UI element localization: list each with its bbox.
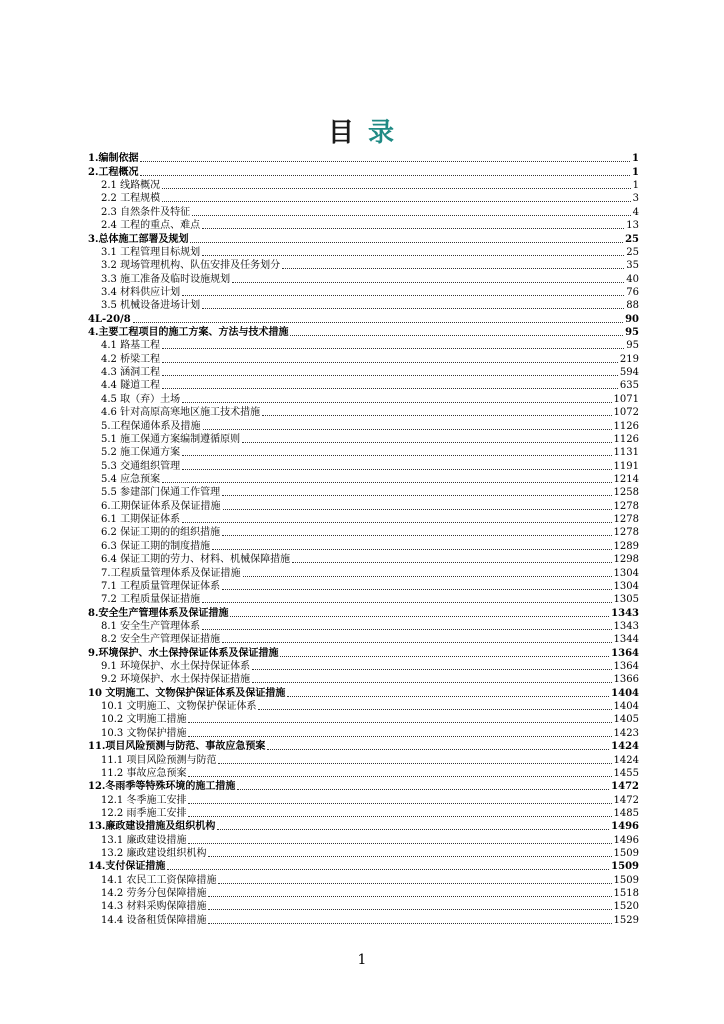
toc-entry-label: 11.项目风险预测与防范、事故应急预案: [88, 741, 266, 753]
toc-entry[interactable]: [88, 539, 639, 552]
toc-title: [0, 112, 724, 149]
toc-entry[interactable]: [88, 392, 639, 405]
toc-entry-page: 219: [619, 353, 639, 365]
dot-leader: [162, 482, 611, 483]
toc-entry-label: 5.4 应急预案: [101, 473, 161, 485]
dot-leader: [243, 576, 612, 577]
toc-entry-label: 13.1 廉政建设措施: [101, 834, 187, 846]
toc-entry[interactable]: [88, 620, 639, 633]
toc-entry-page: 1072: [613, 407, 639, 419]
toc-entry-page: 1071: [613, 393, 639, 405]
toc-entry-page: 1424: [613, 754, 639, 766]
dot-leader: [208, 923, 611, 924]
toc-entry-page: 1509: [611, 861, 639, 873]
toc-entry[interactable]: [88, 847, 639, 860]
toc-entry-page: 1424: [611, 741, 639, 753]
toc-entry[interactable]: [88, 419, 639, 432]
toc-entry-label: 12.冬雨季等特殊环境的施工措施: [88, 781, 236, 793]
toc-entry[interactable]: [88, 192, 639, 205]
toc-entry[interactable]: [88, 593, 639, 606]
toc-entry-page: 25: [626, 246, 639, 258]
toc-entry-page: 35: [626, 260, 639, 272]
dot-leader: [208, 896, 611, 897]
toc-entry-label: 13.廉政建设措施及组织机构: [88, 821, 216, 833]
toc-entry-page: 1126: [613, 433, 639, 445]
dot-leader: [208, 856, 611, 857]
toc-entry-page: 1472: [613, 794, 639, 806]
toc-entry-label: 10 文明施工、文物保护保证体系及保证措施: [88, 687, 286, 699]
dot-leader: [232, 282, 624, 283]
toc-entry-page: 95: [625, 327, 639, 339]
dot-leader: [202, 255, 624, 256]
dot-leader: [218, 763, 611, 764]
toc-entry-page: 88: [626, 300, 639, 312]
toc-entry-label: 4.5 取（弃）土场: [101, 393, 181, 405]
toc-entry-page: 1518: [613, 888, 639, 900]
toc-entry[interactable]: [88, 286, 639, 299]
toc-entry[interactable]: [88, 700, 639, 713]
toc-entry-label: 13.2 廉政建设组织机构: [101, 848, 207, 860]
dot-leader: [280, 656, 609, 657]
toc-entry-label: 3.1 工程管理目标规划: [101, 246, 201, 258]
toc-entry-page: 635: [619, 380, 639, 392]
toc-entry-label: 14.4 设备租赁保障措施: [101, 914, 207, 926]
dot-leader: [222, 589, 611, 590]
toc-entry[interactable]: [88, 726, 639, 739]
toc-entry[interactable]: [88, 606, 639, 619]
dot-leader: [188, 843, 611, 844]
toc-entry-label: 6.工期保证体系及保证措施: [101, 500, 221, 512]
toc-entry[interactable]: [88, 900, 639, 913]
toc-entry-page: 1404: [611, 687, 639, 699]
toc-entry[interactable]: [88, 580, 639, 593]
toc-entry-page: 1: [632, 166, 639, 178]
toc-entry[interactable]: [88, 299, 639, 312]
toc-entry-label: 10.3 文物保护措施: [101, 727, 187, 739]
toc-entry-page: 1404: [613, 701, 639, 713]
dot-leader: [208, 909, 611, 910]
toc-entry[interactable]: [88, 807, 639, 820]
toc-entry-label: 2.3 自然条件及特征: [101, 206, 191, 218]
toc-entry[interactable]: [88, 513, 639, 526]
toc-entry[interactable]: [88, 339, 639, 352]
toc-entry[interactable]: [88, 312, 639, 325]
toc-entry-page: 594: [619, 367, 639, 379]
toc-entry[interactable]: [88, 219, 639, 232]
toc-entry[interactable]: [88, 352, 639, 365]
toc-entry-label: 9.环境保护、水土保持保证体系及保证措施: [88, 647, 279, 659]
toc-entry-page: 1304: [613, 580, 639, 592]
dot-leader: [188, 722, 611, 723]
toc-entry-label: 3.4 材料供应计划: [101, 286, 181, 298]
toc-entry-page: 1364: [613, 661, 639, 673]
toc-entry-page: 1455: [613, 767, 639, 779]
toc-entry-label: 11.2 事故应急预案: [101, 767, 187, 779]
toc-entry-page: 1366: [613, 674, 639, 686]
toc-entry-page: 1278: [613, 527, 639, 539]
toc-entry-page: 1278: [613, 514, 639, 526]
toc-entry-page: 1298: [613, 554, 639, 566]
dot-leader: [203, 429, 612, 430]
dot-leader: [292, 562, 611, 563]
dot-leader: [212, 549, 611, 550]
toc-entry-page: 1: [632, 153, 639, 165]
dot-leader: [167, 869, 609, 870]
toc-entry-label: 7.1 工程质量管理保证体系: [101, 580, 221, 592]
toc-entry-page: 1289: [613, 540, 639, 552]
toc-entry-label: 2.4 工程的重点、难点: [101, 220, 201, 232]
toc-entry-label: 14.1 农民工工资保障措施: [101, 874, 217, 886]
toc-entry-label: 7.2 工程质量保证措施: [101, 594, 201, 606]
toc-entry-label: 2.1 线路概况: [101, 180, 161, 192]
toc-entry[interactable]: [88, 753, 639, 766]
dot-leader: [182, 455, 611, 456]
toc-entry[interactable]: [88, 205, 639, 218]
toc-entry[interactable]: [88, 446, 639, 459]
toc-entry-label: 2.2 工程规模: [101, 193, 161, 205]
toc-entry-page: 1405: [613, 714, 639, 726]
toc-entry-label: 3.5 机械设备进场计划: [101, 300, 201, 312]
dot-leader: [182, 469, 611, 470]
toc-entry-label: 5.2 施工保通方案: [101, 447, 181, 459]
dot-leader: [162, 348, 624, 349]
toc-entry[interactable]: [88, 860, 639, 873]
dot-leader: [162, 375, 618, 376]
toc-entry-page: 1520: [613, 901, 639, 913]
toc-entry-label: 3.总体施工部署及规划: [88, 233, 189, 245]
toc-entry-page: 76: [626, 286, 639, 298]
toc-entry[interactable]: [88, 793, 639, 806]
dot-leader: [202, 228, 624, 229]
toc-entry[interactable]: [88, 379, 639, 392]
toc-entry[interactable]: [88, 406, 639, 419]
dot-leader: [182, 522, 611, 523]
toc-entry-label: 12.2 雨季施工安排: [101, 807, 187, 819]
dot-leader: [282, 268, 624, 269]
toc-entry-page: 1344: [613, 634, 639, 646]
dot-leader: [222, 535, 611, 536]
toc-entry-label: 4L-20/8: [88, 313, 131, 325]
toc-entry-page: 90: [625, 313, 639, 325]
toc-entry-page: 3: [632, 193, 639, 205]
dot-leader: [182, 402, 611, 403]
toc-entry-label: 6.3 保证工期的制度措施: [101, 540, 211, 552]
toc-entry-label: 10.2 文明施工措施: [101, 714, 187, 726]
toc-entry-label: 7.工程质量管理体系及保证措施: [101, 567, 241, 579]
toc-entry-label: 6.2 保证工期的的组织措施: [101, 527, 221, 539]
toc-entry[interactable]: [88, 152, 639, 165]
toc-entry[interactable]: [88, 646, 639, 659]
dot-leader: [140, 161, 630, 162]
toc-entry[interactable]: [88, 913, 639, 926]
toc-entry-label: 14.2 劳务分包保障措施: [101, 888, 207, 900]
dot-leader: [188, 803, 611, 804]
toc-entry-label: 9.1 环境保护、水土保持保证体系: [101, 661, 251, 673]
table-of-contents: [88, 152, 639, 927]
toc-entry-page: 1214: [613, 473, 639, 485]
dot-leader: [190, 242, 623, 243]
toc-entry[interactable]: [88, 566, 639, 579]
toc-entry-page: 1304: [613, 567, 639, 579]
toc-entry-label: 8.2 安全生产管理保证措施: [101, 634, 221, 646]
toc-entry-page: 1529: [613, 914, 639, 926]
toc-title-char-1: 目: [327, 118, 356, 148]
toc-entry-page: 1278: [613, 500, 639, 512]
toc-entry-page: 1496: [611, 821, 639, 833]
toc-entry[interactable]: [88, 473, 639, 486]
toc-entry[interactable]: [88, 740, 639, 753]
toc-entry-label: 4.主要工程项目的施工方案、方法与技术措施: [88, 327, 289, 339]
toc-entry[interactable]: [88, 246, 639, 259]
toc-entry-page: 1258: [613, 487, 639, 499]
toc-entry-label: 4.2 桥梁工程: [101, 353, 161, 365]
dot-leader: [133, 322, 623, 323]
dot-leader: [162, 388, 618, 389]
toc-entry[interactable]: [88, 833, 639, 846]
dot-leader: [162, 188, 631, 189]
toc-entry-label: 14.3 材料采购保障措施: [101, 901, 207, 913]
dot-leader: [237, 789, 609, 790]
dot-leader: [262, 415, 611, 416]
toc-entry-page: 1191: [613, 460, 639, 472]
toc-entry[interactable]: [88, 873, 639, 886]
toc-entry-label: 10.1 文明施工、文物保护保证体系: [101, 701, 257, 713]
toc-entry[interactable]: [88, 820, 639, 833]
toc-entry[interactable]: [88, 179, 639, 192]
toc-entry[interactable]: [88, 526, 639, 539]
toc-entry[interactable]: [88, 459, 639, 472]
toc-entry-label: 4.3 涵洞工程: [101, 367, 161, 379]
toc-entry-page: 1485: [613, 807, 639, 819]
dot-leader: [242, 442, 611, 443]
toc-entry-page: 4: [632, 206, 639, 218]
toc-entry-page: 25: [625, 233, 639, 245]
toc-entry[interactable]: [88, 165, 639, 178]
dot-leader: [258, 709, 611, 710]
toc-entry-page: 1496: [613, 834, 639, 846]
toc-entry[interactable]: [88, 486, 639, 499]
toc-entry-page: 13: [626, 220, 639, 232]
toc-entry-label: 5.工程保通体系及措施: [101, 420, 201, 432]
dot-leader: [188, 736, 611, 737]
toc-entry-label: 3.3 施工准备及临时设施规划: [101, 273, 231, 285]
toc-entry[interactable]: [88, 686, 639, 699]
toc-entry-label: 1.编制依据: [88, 153, 139, 165]
dot-leader: [192, 215, 631, 216]
toc-entry-label: 3.2 现场管理机构、队伍安排及任务划分: [101, 260, 281, 272]
dot-leader: [222, 495, 611, 496]
toc-entry-page: 1509: [613, 874, 639, 886]
toc-entry[interactable]: [88, 673, 639, 686]
toc-entry[interactable]: [88, 433, 639, 446]
toc-entry[interactable]: [88, 366, 639, 379]
dot-leader: [202, 629, 611, 630]
dot-leader: [202, 602, 611, 603]
toc-entry-label: 12.1 冬季施工安排: [101, 794, 187, 806]
dot-leader: [188, 816, 611, 817]
toc-entry-label: 8.安全生产管理体系及保证措施: [88, 607, 229, 619]
toc-entry[interactable]: [88, 232, 639, 245]
page-number: 1: [357, 952, 367, 968]
toc-entry-label: 5.5 参建部门保通工作管理: [101, 487, 221, 499]
toc-entry[interactable]: [88, 633, 639, 646]
toc-entry-label: 4.4 隧道工程: [101, 380, 161, 392]
toc-entry-page: 95: [626, 340, 639, 352]
toc-entry-page: 1343: [613, 620, 639, 632]
dot-leader: [218, 883, 611, 884]
toc-entry-page: 1343: [611, 607, 639, 619]
toc-entry-label: 11.1 项目风险预测与防范: [101, 754, 217, 766]
toc-entry[interactable]: [88, 326, 639, 339]
dot-leader: [217, 829, 609, 830]
toc-entry-page: 1305: [613, 594, 639, 606]
dot-leader: [188, 776, 611, 777]
toc-entry-page: 1126: [613, 420, 639, 432]
toc-entry-page: 1423: [613, 727, 639, 739]
dot-leader: [230, 616, 609, 617]
toc-entry[interactable]: [88, 780, 639, 793]
toc-entry-page: 1364: [611, 647, 639, 659]
toc-entry[interactable]: [88, 272, 639, 285]
dot-leader: [252, 669, 611, 670]
toc-entry[interactable]: [88, 660, 639, 673]
toc-entry-page: 1131: [613, 447, 639, 459]
toc-entry[interactable]: [88, 499, 639, 512]
toc-entry-label: 5.1 施工保通方案编制遵循原则: [101, 433, 241, 445]
dot-leader: [252, 682, 611, 683]
toc-entry[interactable]: [88, 887, 639, 900]
dot-leader: [140, 175, 630, 176]
toc-entry[interactable]: [88, 767, 639, 780]
toc-entry-label: 14.支付保证措施: [88, 861, 166, 873]
dot-leader: [223, 509, 612, 510]
dot-leader: [290, 335, 623, 336]
toc-entry-label: 4.1 路基工程: [101, 340, 161, 352]
toc-entry[interactable]: [88, 553, 639, 566]
dot-leader: [182, 295, 624, 296]
dot-leader: [202, 308, 624, 309]
dot-leader: [162, 201, 631, 202]
toc-entry-label: 4.6 针对高原高寒地区施工技术措施: [101, 407, 261, 419]
toc-entry-page: 1: [632, 180, 639, 192]
dot-leader: [222, 642, 611, 643]
toc-entry-label: 9.2 环境保护、水土保持保证措施: [101, 674, 251, 686]
toc-title-char-2: 录: [368, 118, 397, 148]
dot-leader: [162, 362, 618, 363]
toc-entry-label: 6.1 工期保证体系: [101, 514, 181, 526]
toc-entry-label: 8.1 安全生产管理体系: [101, 620, 201, 632]
toc-entry-page: 40: [626, 273, 639, 285]
toc-entry[interactable]: [88, 259, 639, 272]
dot-leader: [267, 749, 609, 750]
dot-leader: [287, 696, 609, 697]
toc-entry-label: 2.工程概况: [88, 166, 139, 178]
toc-entry[interactable]: [88, 713, 639, 726]
toc-entry-page: 1509: [613, 848, 639, 860]
toc-entry-label: 5.3 交通组织管理: [101, 460, 181, 472]
toc-entry-label: 6.4 保证工期的劳力、材料、机械保障措施: [101, 554, 291, 566]
toc-entry-page: 1472: [611, 781, 639, 793]
